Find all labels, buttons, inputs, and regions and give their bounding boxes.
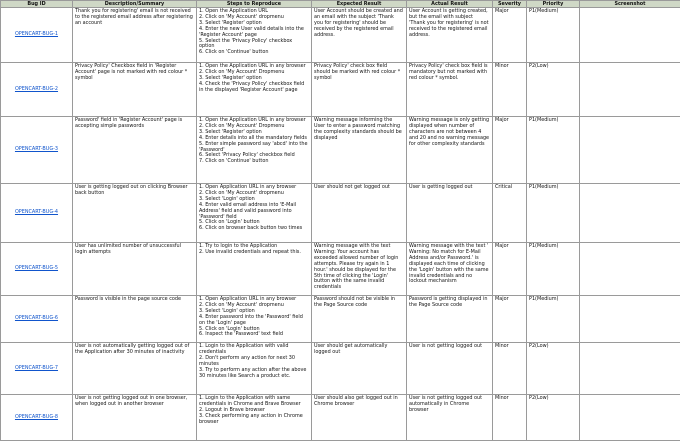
- screenshot-cell: [580, 343, 680, 395]
- step-line: 5. Select the 'Privacy Policy' checkbox option: [199, 39, 309, 51]
- severity-cell: Minor: [493, 343, 527, 395]
- step-line: 2. Click on 'My Account' dropmenu: [199, 15, 309, 21]
- severity-cell: Critical: [493, 184, 527, 243]
- steps-cell: [197, 117, 312, 184]
- priority-cell: P2(Low): [527, 343, 580, 395]
- table-row: [1, 117, 680, 184]
- priority-cell: P1(Medium): [527, 243, 580, 296]
- step-line: 2. Click on 'My Account' Dropmenu: [199, 70, 309, 76]
- table-row: [1, 243, 680, 296]
- description-cell: Thank you for registering' email is not received to the registered email address after registering an account: [73, 8, 197, 63]
- table-row: [1, 343, 680, 395]
- severity-cell: Minor: [493, 63, 527, 117]
- steps-cell: [197, 243, 312, 296]
- steps-cell: [197, 296, 312, 343]
- actual-cell: Warning message is only getting displayed when number of characters are not between 4 and 20 and no warning message for other complexity standards: [407, 117, 493, 184]
- step-line: 1. Try to login to the Application: [199, 244, 309, 250]
- priority-cell: P1(Medium): [527, 8, 580, 63]
- header-screenshot: Screenshot: [580, 1, 680, 8]
- screenshot-cell: [580, 117, 680, 184]
- bug-id-cell: [1, 117, 73, 184]
- priority-cell: P2(Low): [527, 63, 580, 117]
- actual-cell: Password is getting displayed in the Page Source code: [407, 296, 493, 343]
- expected-cell: User should get automatically logged out: [312, 343, 407, 395]
- screenshot-cell: [580, 8, 680, 63]
- step-line: 4. Check the 'Privacy Policy' checkbox field in the displayed 'Register Account' page: [199, 82, 309, 94]
- step-line: 1. Open the Application URL in any browser: [199, 64, 309, 70]
- steps-cell: [197, 395, 312, 441]
- step-line: 2. Click on 'My Account' dropmenu: [199, 191, 309, 197]
- steps-cell: [197, 343, 312, 395]
- step-line: 1. Open Application URL in any browser: [199, 297, 309, 303]
- bug-id-link[interactable]: OPENCART-BUG-5: [15, 265, 58, 271]
- expected-cell: Privacy Policy' check box field should be marked with red colour * symbol: [312, 63, 407, 117]
- step-line: 6. Select 'Privacy Policy' checkbox field: [199, 153, 309, 159]
- step-line: 1. Open the Application URL in any browser: [199, 118, 309, 124]
- description-cell: User is getting logged out on clicking Browser back button: [73, 184, 197, 243]
- description-cell: User is not automatically getting logged out of the Application after 30 minutes of inactivity: [73, 343, 197, 395]
- bug-id-link[interactable]: OPENCART-BUG-3: [15, 146, 58, 152]
- step-line: 4. Enter the new User valid details into the 'Register Account' page: [199, 27, 309, 39]
- step-line: 1. Login to the Application with same credentials in Chrome and Brave Browser: [199, 396, 309, 408]
- bug-id-cell: [1, 343, 73, 395]
- expected-cell: Warning message with the text Warning: Your account has exceeded allowed number of login attempts. Please try again in 1 hour.' should be displayed for the 5th time of clicking the 'Login' button with the same invalid credentials: [312, 243, 407, 296]
- expected-cell: User Account should be created and an email with the subject 'Thank you for registering' should be received by the registered email address.: [312, 8, 407, 63]
- screenshot-cell: [580, 184, 680, 243]
- step-line: 4. Enter password into the 'Password' field on the 'Login' page: [199, 315, 309, 327]
- header-expected: Expected Result: [312, 1, 407, 8]
- steps-cell: [197, 63, 312, 117]
- description-cell: Password' field in 'Register Account' page is accepting simple passwords: [73, 117, 197, 184]
- bug-id-cell: [1, 243, 73, 296]
- bug-id-cell: [1, 8, 73, 63]
- step-line: 4. Enter details into all the mandatory fields: [199, 136, 309, 142]
- step-line: 2. Click on 'My Account' Dropmenu: [199, 124, 309, 130]
- actual-cell: Privacy Policy' check box field is mandatory but not marked with red colour * symbol.: [407, 63, 493, 117]
- step-line: 2. Use invalid credentials and repeat this.: [199, 250, 309, 256]
- table-body: [1, 8, 680, 441]
- header-row: [1, 1, 680, 8]
- expected-cell: Warning message informing the User to enter a password matching the complexity standards should be displayed: [312, 117, 407, 184]
- priority-cell: P2(Low): [527, 395, 580, 441]
- step-line: 6. Inspect the 'Password' text field: [199, 332, 309, 338]
- table-row: [1, 184, 680, 243]
- header-description: Description/Summary: [73, 1, 197, 8]
- severity-cell: Major: [493, 8, 527, 63]
- table-row: [1, 395, 680, 441]
- step-line: 3. Select 'Login' option: [199, 309, 309, 315]
- screenshot-cell: [580, 63, 680, 117]
- step-line: 6. Click on browser back button two times: [199, 226, 309, 232]
- header-priority: Priority: [527, 1, 580, 8]
- priority-cell: P1(Medium): [527, 296, 580, 343]
- actual-cell: User is not getting logged out: [407, 343, 493, 395]
- bug-id-cell: [1, 395, 73, 441]
- step-line: 3. Try to perform any action after the above 30 minutes like Search a product etc.: [199, 368, 309, 380]
- screenshot-cell: [580, 395, 680, 441]
- severity-cell: Major: [493, 243, 527, 296]
- expected-cell: User should also get logged out in Chrome browser: [312, 395, 407, 441]
- step-line: 5. Click on 'Login' button: [199, 327, 309, 333]
- bug-id-link[interactable]: OPENCART-BUG-2: [15, 86, 58, 92]
- header-steps: Steps to Reproduce: [197, 1, 312, 8]
- severity-cell: Major: [493, 296, 527, 343]
- description-cell: Privacy Policy' Checkbox field in 'Register Account' page is not marked with red colour * symbol: [73, 63, 197, 117]
- step-line: 2. Don't perform any action for next 30 minutes: [199, 356, 309, 368]
- description-cell: User is not getting logged out in one browser, when logged out in another browser: [73, 395, 197, 441]
- steps-cell: [197, 8, 312, 63]
- table-row: [1, 63, 680, 117]
- step-line: 1. Open the Application URL: [199, 9, 309, 15]
- actual-cell: Warning message with the text ' Warning: No match for E-Mail Address and/or Password.' is displayed each time of clicking the 'Login' button with the same invalid credentials and no lockout mechanism: [407, 243, 493, 296]
- expected-cell: User should not get logged out: [312, 184, 407, 243]
- step-line: 5. Click on 'Login' button: [199, 220, 309, 226]
- step-line: 4. Enter valid email address into 'E-Mail Address' field and valid password into 'Password' field: [199, 203, 309, 221]
- bug-id-link[interactable]: OPENCART-BUG-6: [15, 315, 58, 321]
- table-row: [1, 296, 680, 343]
- step-line: 3. Select 'Login' option: [199, 197, 309, 203]
- step-line: 1. Login to the Application with valid credentials: [199, 344, 309, 356]
- step-line: 3. Select 'Register' option: [199, 130, 309, 136]
- bug-id-cell: [1, 296, 73, 343]
- step-line: 7. Click on 'Continue' button: [199, 159, 309, 165]
- step-line: 3. Select 'Register' option: [199, 76, 309, 82]
- description-cell: Password is visible in the page source code: [73, 296, 197, 343]
- priority-cell: P1(Medium): [527, 184, 580, 243]
- step-line: 6. Click on 'Continue' button: [199, 50, 309, 56]
- priority-cell: P1(Medium): [527, 117, 580, 184]
- severity-cell: Minor: [493, 395, 527, 441]
- bug-id-cell: [1, 184, 73, 243]
- step-line: 3. Select 'Register' option: [199, 21, 309, 27]
- step-line: 2. Logout in Brave browser: [199, 408, 309, 414]
- step-line: 1. Open Application URL in any browser: [199, 185, 309, 191]
- table-row: [1, 8, 680, 63]
- header-actual: Actual Result: [407, 1, 493, 8]
- actual-cell: User is not getting logged out automatically in Chrome browser: [407, 395, 493, 441]
- bug-id-link[interactable]: OPENCART-BUG-7: [15, 365, 58, 371]
- screenshot-cell: [580, 243, 680, 296]
- actual-cell: User Account is getting created, but the email with subject 'Thank you for registering' is not received to the registered email address.: [407, 8, 493, 63]
- header-bug-id: Bug ID: [1, 1, 73, 8]
- expected-cell: Password should not be visible in the Page Source code: [312, 296, 407, 343]
- bug-id-link[interactable]: OPENCART-BUG-8: [15, 414, 58, 420]
- description-cell: User has unlimited number of unsuccessful login attempts: [73, 243, 197, 296]
- actual-cell: User is getting logged out: [407, 184, 493, 243]
- screenshot-cell: [580, 296, 680, 343]
- step-line: 2. Click on 'My Account' dropmenu: [199, 303, 309, 309]
- steps-cell: [197, 184, 312, 243]
- bug-id-link[interactable]: OPENCART-BUG-4: [15, 209, 58, 215]
- bug-id-link[interactable]: OPENCART-BUG-1: [15, 31, 58, 37]
- step-line: 5. Enter simple password say 'abcd' into the 'Password': [199, 142, 309, 154]
- severity-cell: Major: [493, 117, 527, 184]
- header-severity: Severity: [493, 1, 527, 8]
- bug-id-cell: [1, 63, 73, 117]
- step-line: 3. Check performing any action in Chrome browser: [199, 414, 309, 426]
